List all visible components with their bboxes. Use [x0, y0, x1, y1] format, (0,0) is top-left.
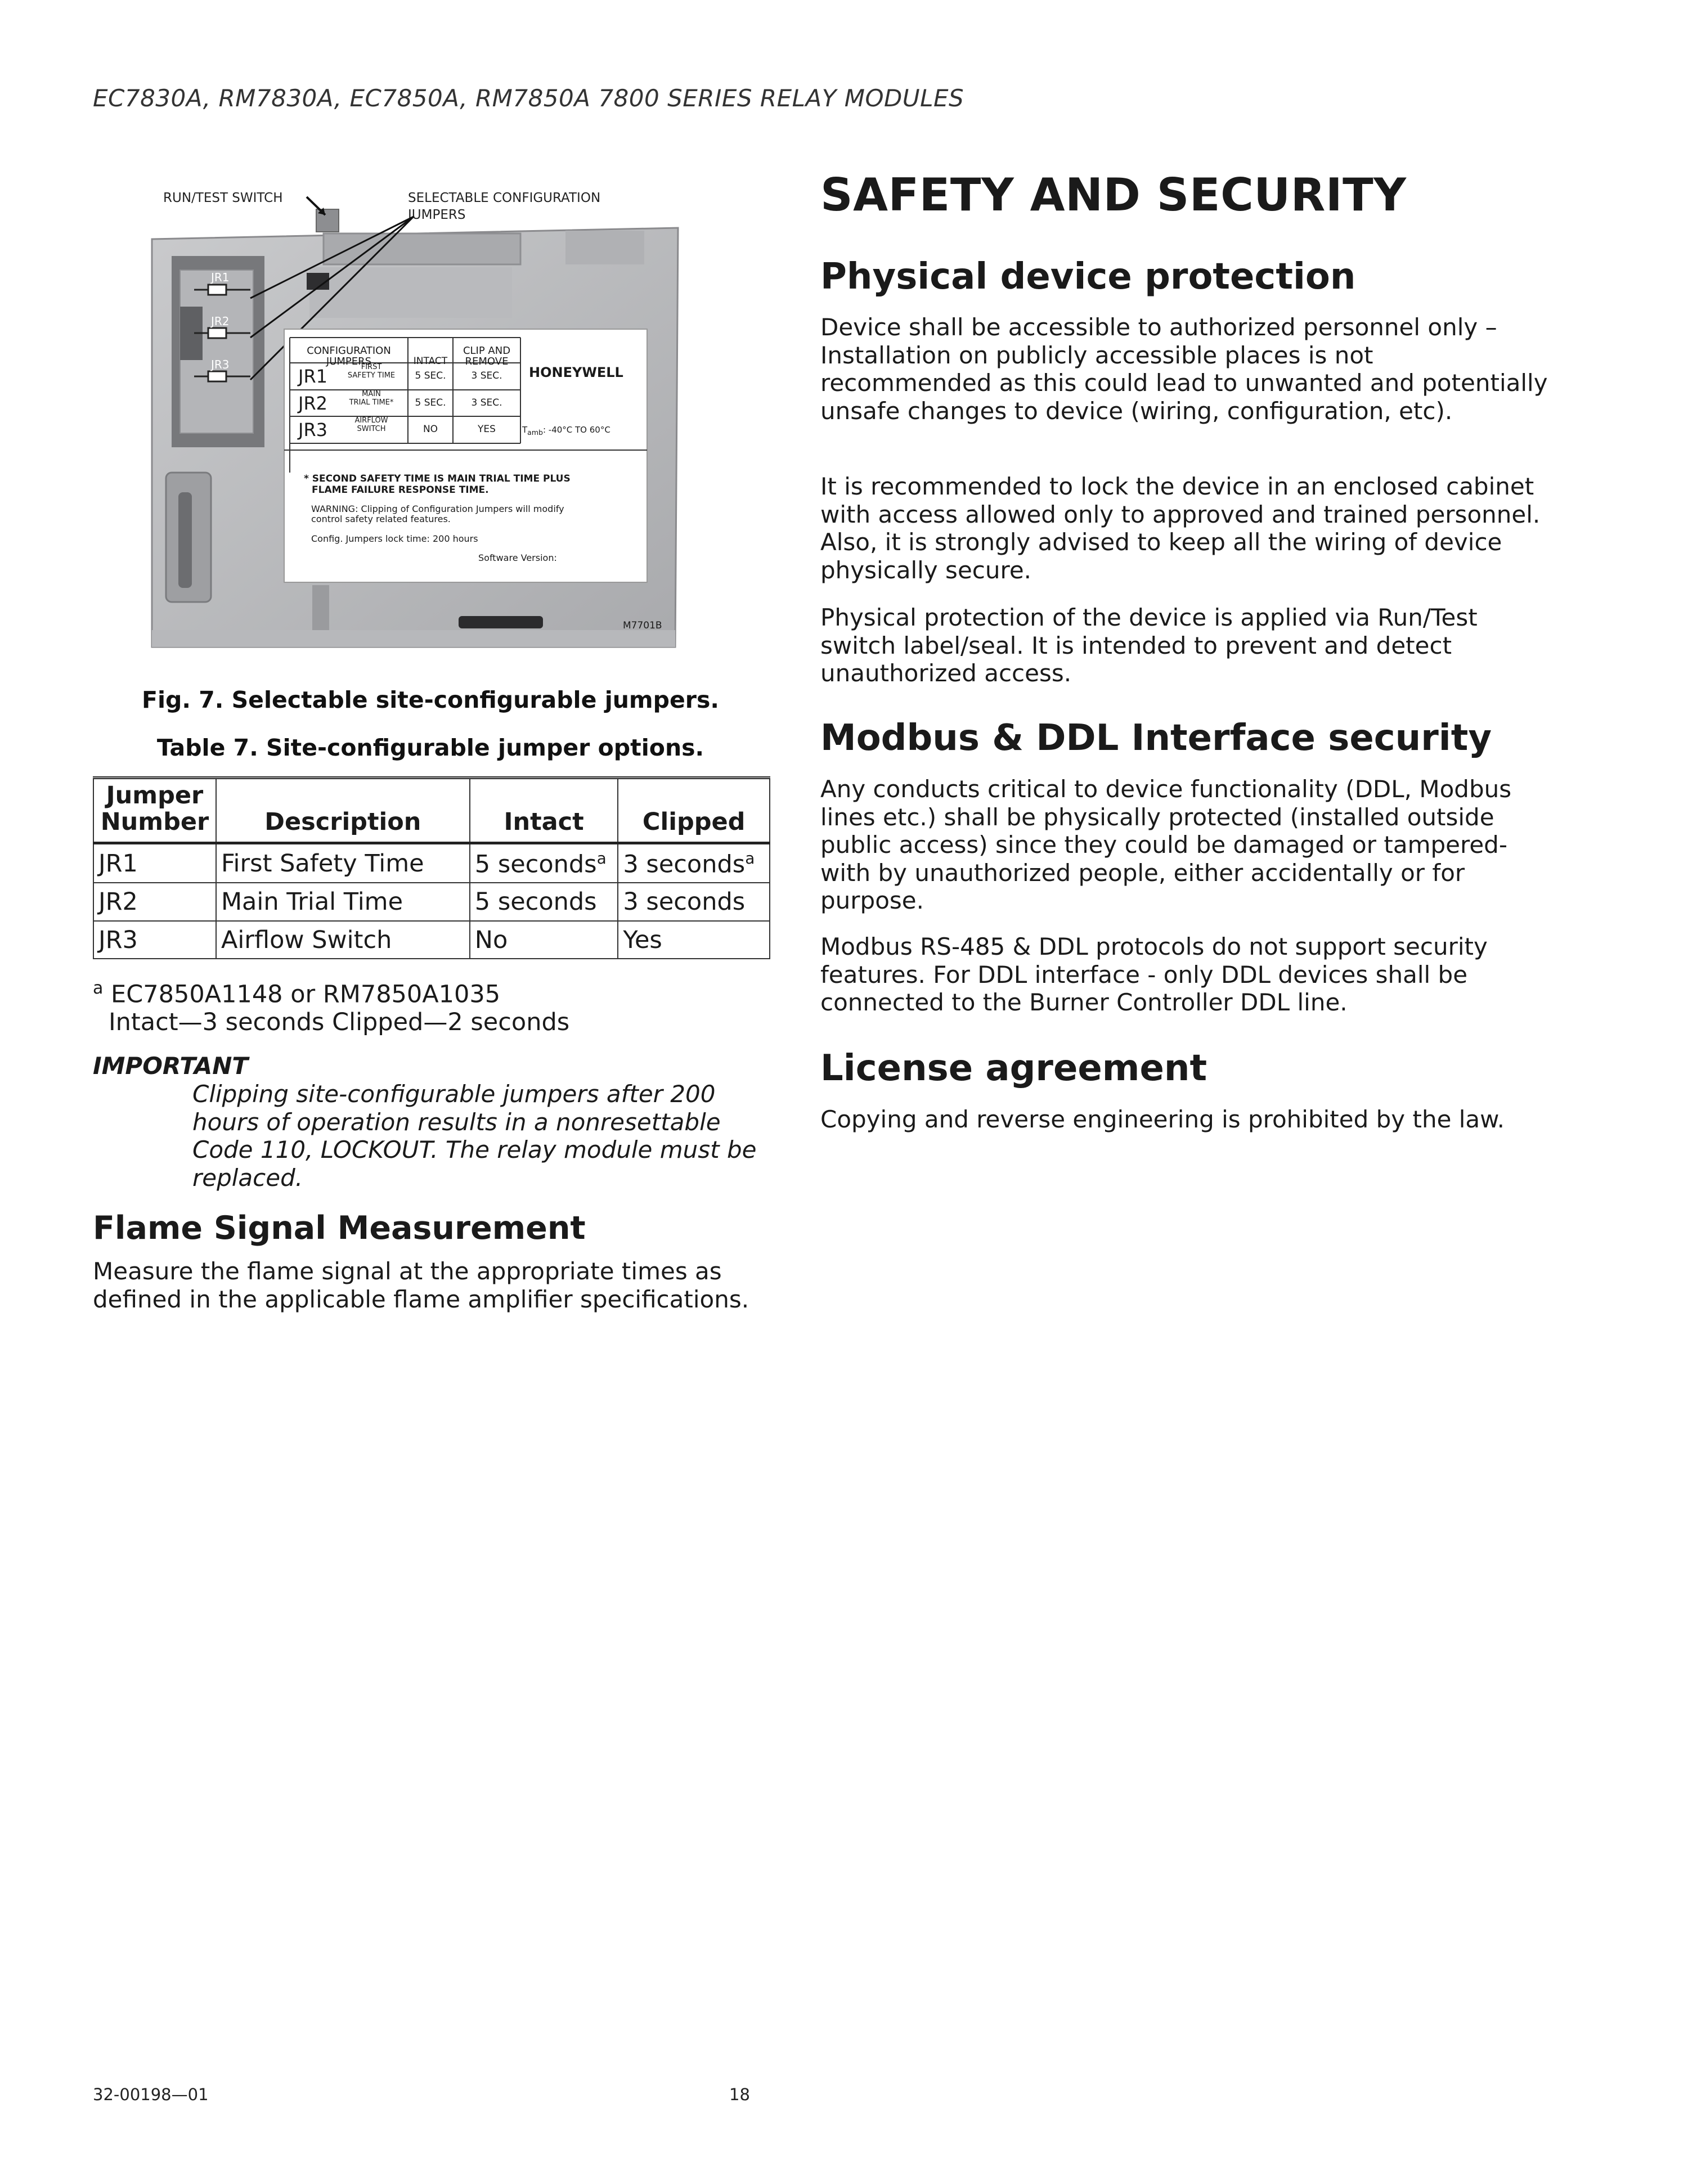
table-footnote — [93, 979, 569, 1036]
label-row-desc-line2: SWITCH — [357, 425, 386, 433]
label-clip-h1: CLIP AND — [463, 345, 511, 357]
label-intact-header: INTACT — [413, 356, 448, 367]
footer-page-number: 18 — [729, 2085, 750, 2104]
label-clip-h2: REMOVE — [465, 355, 509, 367]
figure-caption: Fig. 7. Selectable site-configurable jumpers. — [141, 686, 720, 713]
cell-intact-value: 5 seconds — [474, 850, 597, 878]
label-note2: FLAME FAILURE RESPONSE TIME. — [312, 484, 489, 496]
label-note — [304, 474, 571, 496]
physical-heading: Physical device protection — [820, 256, 1356, 298]
label-row-desc-line1: MAIN — [362, 390, 381, 398]
jumper-options-table — [93, 776, 770, 959]
label-row-jumper: JR3 — [298, 419, 328, 441]
label-brand: HONEYWELL — [529, 365, 623, 380]
label-tamb-range: : -40°C TO 60°C — [542, 425, 610, 435]
jr3-tag: JR3 — [211, 358, 230, 371]
label-row-desc-line2: TRIAL TIME* — [349, 398, 394, 407]
callout-jumpers-line1: SELECTABLE CONFIGURATION — [408, 191, 601, 205]
license-heading: License agreement — [820, 1048, 1207, 1089]
label-software: Software Version: — [478, 552, 557, 563]
cell-clipped: 3 seconds — [618, 883, 770, 920]
table-row — [93, 843, 770, 883]
callout-jumpers-line2: JUMPERS — [408, 208, 466, 222]
cell-clipped — [618, 843, 770, 883]
footnote-mark: a — [93, 978, 104, 998]
label-tamb — [522, 425, 610, 437]
table-row — [93, 883, 770, 920]
label-row-jumper: JR1 — [298, 366, 328, 387]
callout-run-test-switch: RUN/TEST SWITCH — [163, 191, 283, 205]
label-tamb-t: T — [522, 425, 528, 435]
cell-intact: No — [470, 921, 618, 959]
footnote-ref: a — [596, 848, 607, 868]
physical-p3: Physical protection of the device is applied via Run/Test switch label/seal. It is intended to prevent and detect unauthorized access. — [820, 604, 1478, 687]
label-row-intact: 5 SEC. — [415, 397, 446, 408]
cell-intact — [470, 843, 618, 883]
th-jumper-number — [93, 778, 216, 843]
table-row — [93, 921, 770, 959]
jumper-figure — [149, 186, 684, 653]
physical-p2: It is recommended to lock the device in an enclosed cabinet with access allowed only to approved and trained personnel. Also, it is strongly advised to keep all the wiring of device physically secure. — [820, 473, 1541, 584]
jr2-tag: JR2 — [211, 314, 230, 328]
th-intact: Intact — [470, 778, 618, 843]
footer-doc-number: 32-00198—01 — [93, 2085, 209, 2104]
figure-code: M7701B — [623, 620, 662, 631]
license-p1: Copying and reverse engineering is prohibited by the law. — [820, 1106, 1505, 1133]
cell-description: Main Trial Time — [216, 883, 470, 920]
cell-jumper: JR1 — [93, 843, 216, 883]
label-warn1: WARNING: Clipping of Configuration Jumpers will modify — [311, 504, 564, 514]
modbus-p2: Modbus RS-485 & DDL protocols do not support security features. For DDL interface - only DDL devices shall be connected to the Burner Controller DDL line. — [820, 933, 1488, 1017]
cell-jumper: JR2 — [93, 883, 216, 920]
label-row-clip: 3 SEC. — [471, 397, 502, 408]
th-jumper-line2: Number — [100, 808, 209, 837]
label-tamb-sub: amb — [527, 428, 543, 437]
label-warning — [311, 504, 564, 525]
physical-p1: Device shall be accessible to authorized personnel only – Installation on publicly accessible places is not recommended as this could lead to unwanted and potentially unsafe changes to device (wiring, configuration, etc). — [820, 313, 1548, 425]
label-note1: * SECOND SAFETY TIME IS MAIN TRIAL TIME PLUS — [304, 473, 571, 484]
modbus-heading: Modbus & DDL Interface security — [820, 717, 1492, 759]
label-config-h1: CONFIGURATION — [307, 345, 391, 357]
cell-jumper: JR3 — [93, 921, 216, 959]
th-clipped: Clipped — [618, 778, 770, 843]
label-row-intact: 5 SEC. — [415, 370, 446, 381]
important-text: Clipping site-configurable jumpers after 200 hours of operation results in a nonresettable Code 110, LOCKOUT. The relay module must be replaced. — [192, 1080, 757, 1192]
label-row-desc-line1: FIRST — [361, 363, 382, 371]
important-label: IMPORTANT — [93, 1052, 249, 1080]
label-row-jumper: JR2 — [298, 393, 328, 414]
cell-clipped: Yes — [618, 921, 770, 959]
label-row-clip: 3 SEC. — [471, 370, 502, 381]
label-clip-header — [453, 346, 520, 367]
label-config-h2: JUMPERS — [326, 355, 372, 367]
label-lock-time: Config. Jumpers lock time: 200 hours — [311, 533, 478, 544]
cell-description: First Safety Time — [216, 843, 470, 883]
label-row-clip: YES — [478, 424, 496, 435]
label-row-desc-line2: SAFETY TIME — [347, 371, 396, 380]
footnote-line2: Intact—3 seconds Clipped—2 seconds — [109, 1008, 570, 1036]
page-header: EC7830A, RM7830A, EC7850A, RM7850A 7800 SERIES RELAY MODULES — [93, 84, 964, 112]
footnote-line1: EC7850A1148 or RM7850A1035 — [103, 980, 501, 1009]
table-header-row — [93, 778, 770, 843]
th-description: Description — [216, 778, 470, 843]
flame-text: Measure the flame signal at the appropriate times as defined in the applicable flame amplifier specifications. — [93, 1257, 749, 1313]
label-row-desc-line1: AIRFLOW — [354, 416, 388, 425]
label-row-intact: NO — [423, 424, 438, 435]
cell-description: Airflow Switch — [216, 921, 470, 959]
table-title: Table 7. Site-configurable jumper options. — [156, 734, 704, 761]
section-title: SAFETY AND SECURITY — [820, 169, 1407, 221]
label-warn2: control safety related features. — [311, 514, 451, 525]
footnote-ref: a — [745, 848, 755, 868]
cell-clipped-value: 3 seconds — [623, 850, 746, 878]
cell-intact: 5 seconds — [470, 883, 618, 920]
jr1-tag: JR1 — [211, 271, 230, 284]
relay-module-photo — [149, 186, 684, 653]
modbus-p1: Any conducts critical to device functionality (DDL, Modbus lines etc.) shall be physically protected (installed outside public access) since they could be damaged or tampered-with by unauthorized people, either accidentally or for purpose. — [820, 775, 1512, 915]
th-jumper-line1: Jumper — [106, 781, 204, 810]
flame-heading: Flame Signal Measurement — [93, 1210, 586, 1247]
